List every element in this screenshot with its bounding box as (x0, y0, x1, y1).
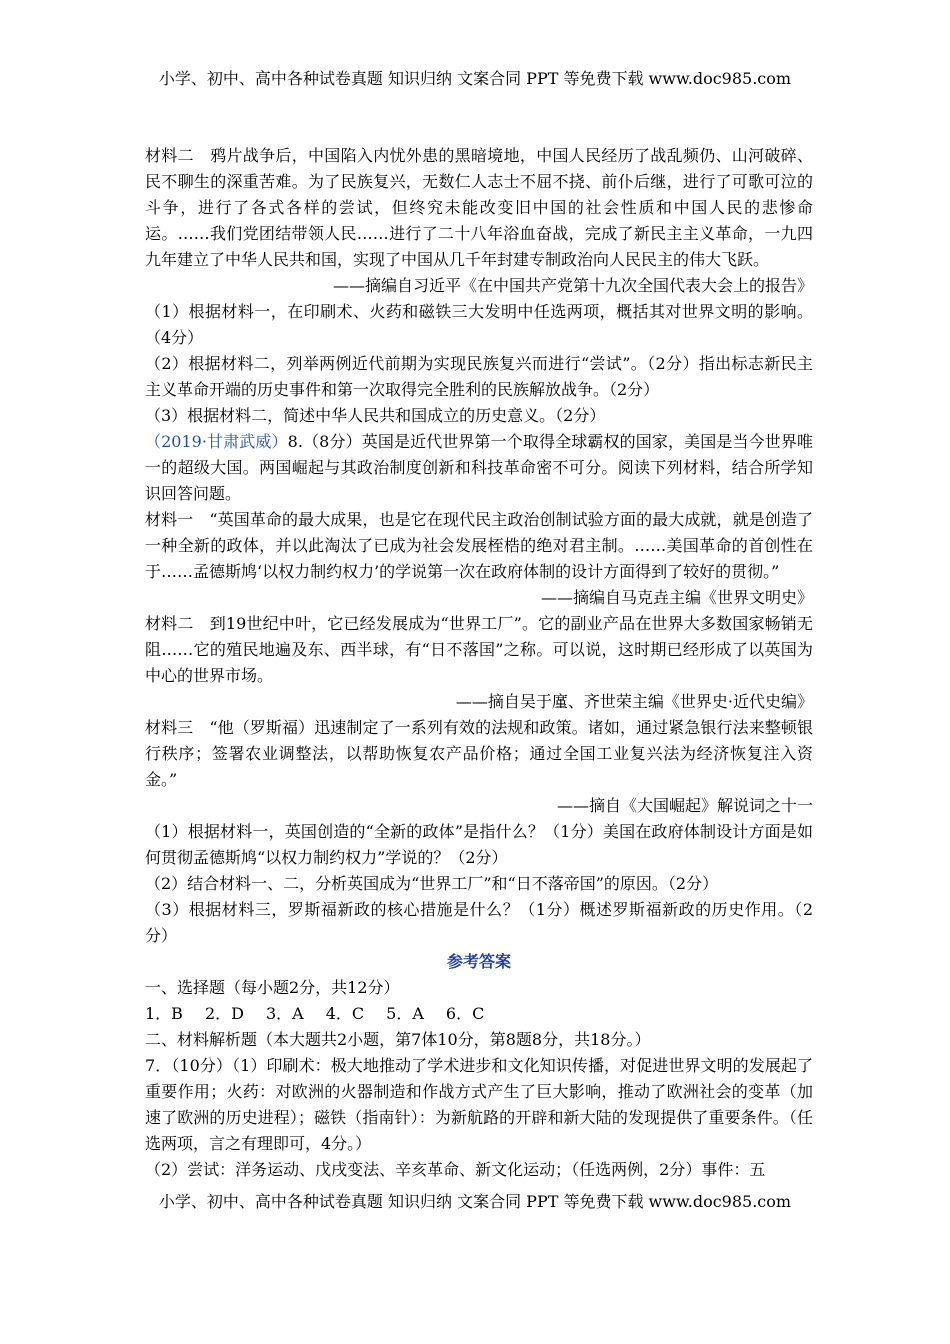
document-body (145, 143, 813, 1183)
q7-question-3: （3）根据材料二，简述中华人民共和国成立的历史意义。（2分） (145, 406, 606, 425)
q8-material-2: 材料二 到19世纪中叶，它已经发展成为“世界工厂”。它的副业产品在世界大多数国家畅销无阻……它的殖民地遍及东、西半球，有“日不落国”之称。可以说，这时期已经形成了以英国为中心的世界市场。 (145, 614, 813, 685)
q8-material-1: 材料一 “英国革命的最大成果，也是它在现代民主政治创制试验方面的最大成就，就是创造了一种全新的政体，并以此淘汰了已成为社会发展桎梏的绝对君主制。……美国革命的首创性在于……孟德斯鸠‘以权力制约权力’的学说第一次在政府体制的设计方面得到了较好的贯彻。” (145, 510, 813, 581)
choice-answer: 6．C (445, 1004, 485, 1023)
q8-question-1: （1）根据材料一，英国创造的“全新的政体”是指什么？（1分）美国在政府体制设计方面是如何贯彻孟德斯鸠“以权力制约权力”学说的？（2分） (145, 822, 813, 867)
q8-material-3-source: ——摘自《大国崛起》解说词之十一 (556, 796, 813, 815)
q7-question-1: （1）根据材料一，在印刷术、火药和磁铁三大发明中任选两项，概括其对世界文明的影响。（4分） (145, 302, 813, 347)
choice-answer: 2．D (204, 1004, 244, 1023)
q8-material-3: 材料三 “他（罗斯福）迅速制定了一系列有效的法规和政策。诸如，通过紧急银行法来整顿银行秩序；签署农业调整法，以帮助恢复农产品价格；通过全国工业复兴法为经济恢复注入资金。” (145, 718, 813, 789)
choice-answer: 4．C (325, 1004, 365, 1023)
page-footer: 小学、初中、高中各种试卷真题 知识归纳 文案合同 PPT 等免费下载 www.doc985.com (158, 1192, 792, 1211)
q8-question-2: （2）结合材料一、二，分析英国成为“世界工厂”和“日不落帝国”的原因。（2分） (145, 874, 719, 893)
page-header: 小学、初中、高中各种试卷真题 知识归纳 文案合同 PPT 等免费下载 www.doc985.com (158, 69, 792, 88)
q8-intro: 8.（8分）英国是近代世界第一个取得全球霸权的国家，美国是当今世界唯一的超级大国。两国崛起与其政治制度创新和科技革命密不可分。阅读下列材料，结合所学知识回答问题。 (145, 432, 813, 503)
q8-material-1-source: ——摘编自马克垚主编《世界文明史》 (540, 588, 813, 607)
q8-intro-paragraph (145, 429, 813, 507)
q7-material-2: 材料二 鸦片战争后，中国陷入内忧外患的黑暗境地，中国人民经历了战乱频仍、山河破碎、民不聊生的深重苦难。为了民族复兴，无数仁人志士不屈不挠、前仆后继，进行了可歌可泣的斗争，进行了各式各样的尝试，但终究未能改变旧中国的社会性质和中国人民的悲惨命运。……我们党团结带领人民……进行了二十八年浴血奋战，完成了新民主主义革命，一九四九年建立了中华人民共和国，实现了中国从几千年封建专制政治向人民民主的伟大飞跃。 (145, 146, 813, 269)
answers-section-1: 一、选择题（每小题2分，共12分） (145, 978, 400, 997)
answers-choices (145, 1001, 813, 1027)
answer-q7-part-2: （2）尝试：洋务运动、戊戌变法、辛亥革命、新文化运动；（任选两例，2分）事件：五 (145, 1160, 766, 1179)
answers-section-2: 二、材料解析题（本大题共2小题，第7体10分，第8题8分，共18分。） (145, 1030, 651, 1049)
q8-material-2-source: ——摘自吴于廑、齐世荣主编《世界史·近代史编》 (455, 692, 813, 711)
answers-title: 参考答案 (446, 952, 511, 971)
choice-answer: 3．A (265, 1004, 304, 1023)
q7-question-2: （2）根据材料二，列举两例近代前期为实现民族复兴而进行“尝试”。（2分）指出标志新民主主义革命开端的历史事件和第一次取得完全胜利的民族解放战争。（2分） (145, 354, 813, 399)
choice-answer: 1．B (145, 1004, 183, 1023)
answer-q7-part-1: 7．（10分）（1）印刷术：极大地推动了学术进步和文化知识传播，对促进世界文明的发展起了重要作用；火药：对欧洲的火器制造和作战方式产生了巨大影响，推动了欧洲社会的变革（加速了欧洲的历史进程）；磁铁（指南针）：为新航路的开辟和新大陆的发现提供了重要条件。（任选两项，言之有理即可，4分。） (145, 1056, 813, 1153)
q8-source-tag: （2019·甘肃武威） (145, 432, 288, 451)
q8-question-3: （3）根据材料三，罗斯福新政的核心措施是什么？（1分）概述罗斯福新政的历史作用。（2分） (145, 900, 813, 945)
q7-material-2-source: ——摘编自习近平《在中国共产党第十九次全国代表大会上的报告》 (332, 276, 813, 295)
choice-answer: 5．A (386, 1004, 424, 1023)
